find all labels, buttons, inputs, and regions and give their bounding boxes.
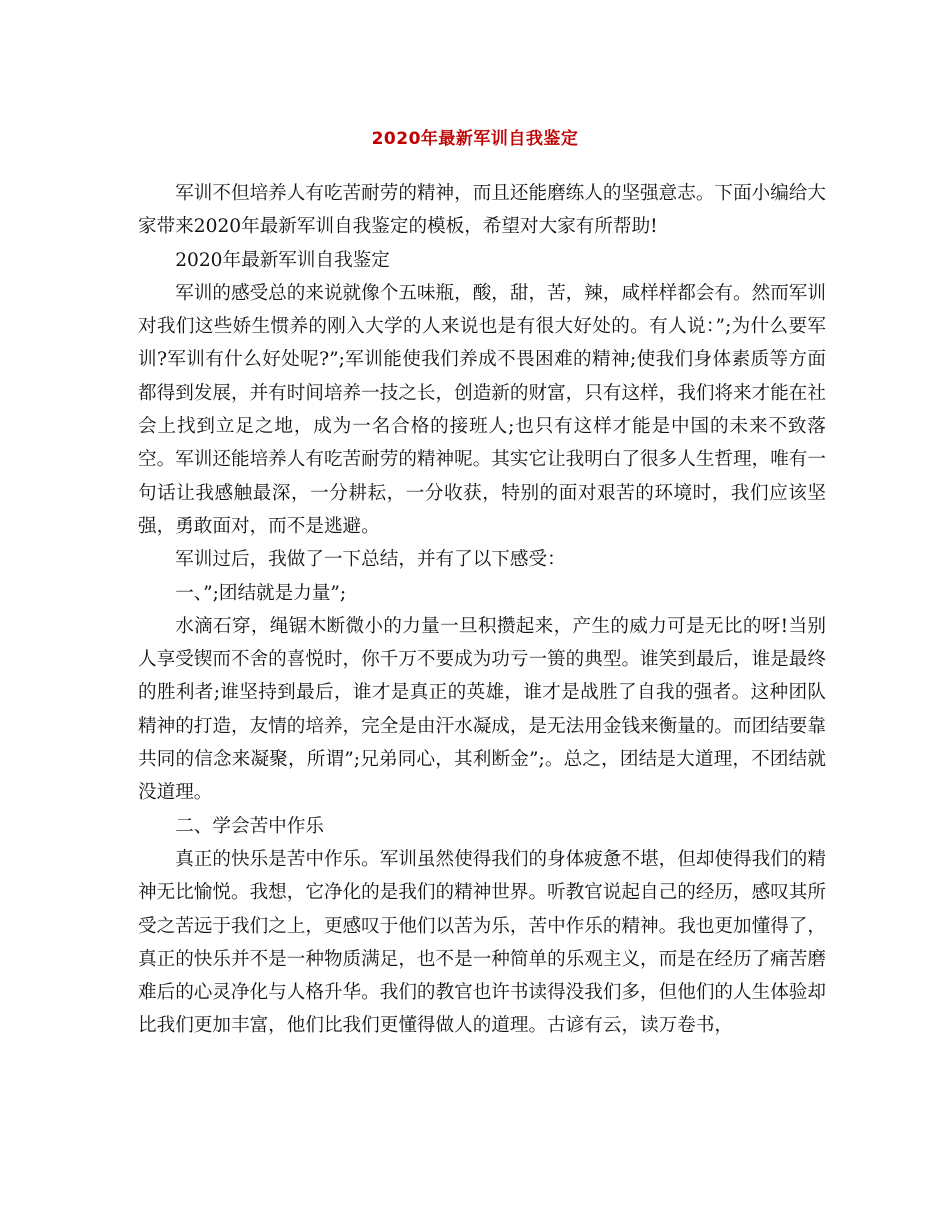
document-title: 2020年最新军训自我鉴定 bbox=[371, 129, 579, 149]
section-heading-unity: 一、”;团结就是力量”; bbox=[175, 582, 347, 604]
document-body bbox=[138, 177, 826, 1043]
paragraph-subtitle: 2020年最新军训自我鉴定 bbox=[175, 249, 390, 271]
paragraph-intro: 军训不但培养人有吃苦耐劳的精神，而且还能磨练人的坚强意志。下面小编给大家带来2020年最新军训自我鉴定的模板，希望对大家有所帮助! bbox=[138, 183, 826, 238]
paragraph-feelings: 军训的感受总的来说就像个五味瓶，酸，甜，苦，辣，咸样样都会有。然而军训对我们这些娇生惯养的刚入大学的人来说也是有很大好处的。有人说：”;为什么要军训?军训有什么好处呢?”;军训能使我们养成不畏困难的精神;使我们身体素质等方面都得到发展，并有时间培养一技之长，创造新的财富，只有这样，我们将来才能在社会上找到立足之地，成为一名合格的接班人;也只有这样才能是中国的未来不致落空。军训还能培养人有吃苦耐劳的精神呢。其实它让我明白了很多人生哲理，唯有一句话让我感触最深，一分耕耘，一分收获，特别的面对艰苦的环境时，我们应该坚强，勇敢面对，而不是逃避。 bbox=[138, 282, 826, 537]
paragraph-summary-intro: 军训过后，我做了一下总结，并有了以下感受： bbox=[175, 549, 566, 571]
section-heading-joy: 二、学会苦中作乐 bbox=[175, 815, 324, 837]
paragraph-unity: 水滴石穿，绳锯木断微小的力量一旦积攒起来，产生的威力可是无比的呀!当别人享受锲而不舍的喜悦时，你千万不要成为功亏一篑的典型。谁笑到最后，谁是最终的胜利者;谁坚持到最后，谁才是真正的英雄，谁才是战胜了自我的强者。这种团队精神的打造，友情的培养，完全是由汗水凝成，是无法用金钱来衡量的。而团结要靠共同的信念来凝聚，所谓”;兄弟同心，其利断金”;。总之，团结是大道理，不团结就没道理。 bbox=[138, 615, 826, 804]
paragraph-joy: 真正的快乐是苦中作乐。军训虽然使得我们的身体疲惫不堪，但却使得我们的精神无比愉悦。我想，它净化的是我们的精神世界。听教官说起自己的经历，感叹其所受之苦远于我们之上，更感叹于他们以苦为乐，苦中作乐的精神。我也更加懂得了，真正的快乐并不是一种物质满足，也不是一种简单的乐观主义，而是在经历了痛苦磨难后的心灵净化与人格升华。我们的教官也许书读得没我们多，但他们的人生体验却比我们更加丰富，他们比我们更懂得做人的道理。古谚有云，读万卷书， bbox=[138, 848, 826, 1037]
